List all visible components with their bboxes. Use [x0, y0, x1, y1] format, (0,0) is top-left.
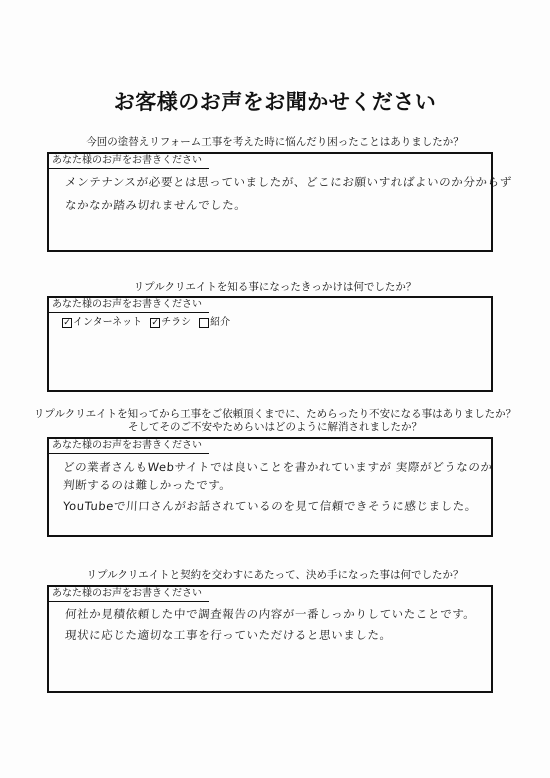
checkbox-internet-mark: ✓: [63, 318, 71, 328]
label-underline: [49, 312, 209, 313]
answer-3-line-1: どの業者さんもWebサイトでは良いことを書かれていますが 実際がどうなのか: [62, 460, 494, 474]
answer-box-1: [47, 152, 513, 252]
question-2: [30, 281, 520, 294]
label-underline: [49, 453, 209, 454]
answer-1-line-1: メンテナンスが必要とは思っていましたが、どこにお願いすればよいのか分からず: [64, 175, 513, 189]
answer-box-4-label: あなた様のお声をお書きください: [52, 588, 202, 599]
question-3-line-2: そしてそのご不安やためらいはどのように解消されましたか？: [128, 421, 422, 433]
answer-box-2-label: あなた様のお声をお書きください: [52, 299, 202, 310]
question-4: [30, 569, 520, 582]
checkbox-flyer[interactable]: [150, 317, 191, 329]
checkbox-referral-mark: [199, 318, 209, 328]
question-1: [30, 136, 520, 149]
question-1-line-1: 今回の塗替えリフォーム工事を考えた時に悩んだり困ったことはありましたか？: [86, 136, 464, 148]
answer-3-line-3: YouTubeで川口さんがお話されているのを見て信頼できそうに感じました。: [62, 499, 478, 513]
question-3-line-1: リプルクリエイトを知ってから工事をご依頼頂くまでに、ためらったり不安になる事はありましたか？: [33, 408, 517, 420]
label-underline: [49, 601, 209, 602]
answer-4-line-1: 何社か見積依頼した中で調査報告の内容が一番しっかりしていたことです。: [64, 607, 476, 621]
answer-box-3-label: あなた様のお声をお書きください: [52, 440, 202, 451]
question-2-line-1: リプルクリエイトを知る事になったきっかけは何でしたか？: [133, 281, 417, 293]
checkbox-referral[interactable]: [199, 317, 230, 329]
answer-box-1-label: あなた様のお声をお書きください: [52, 155, 202, 166]
checkbox-internet[interactable]: [62, 317, 142, 329]
checkbox-flyer-label: チラシ: [161, 317, 192, 328]
answer-box-3: [47, 437, 493, 537]
question-3: [30, 408, 520, 434]
page-title: お客様のお声をお聞かせください: [113, 89, 437, 114]
checkbox-internet-label: インターネット: [73, 317, 143, 328]
question-4-line-1: リプルクリエイトと契約を交わすにあたって、決め手になった事は何でしたか？: [86, 569, 464, 581]
answer-box-2: [47, 296, 493, 392]
checkbox-referral-label: 紹介: [210, 317, 231, 328]
answer-box-4: [47, 585, 493, 693]
answer-4-line-2: 現状に応じた適切な工事を行っていただけると思いました。: [64, 628, 393, 642]
label-underline: [49, 168, 209, 169]
answer-3-line-2: 判断するのは難しかったです。: [62, 478, 232, 492]
answer-1-line-2: なかなか踏み切れませんでした。: [64, 198, 247, 212]
checkbox-flyer-mark: ✓: [151, 318, 159, 328]
source-checkbox-group: [62, 317, 230, 329]
